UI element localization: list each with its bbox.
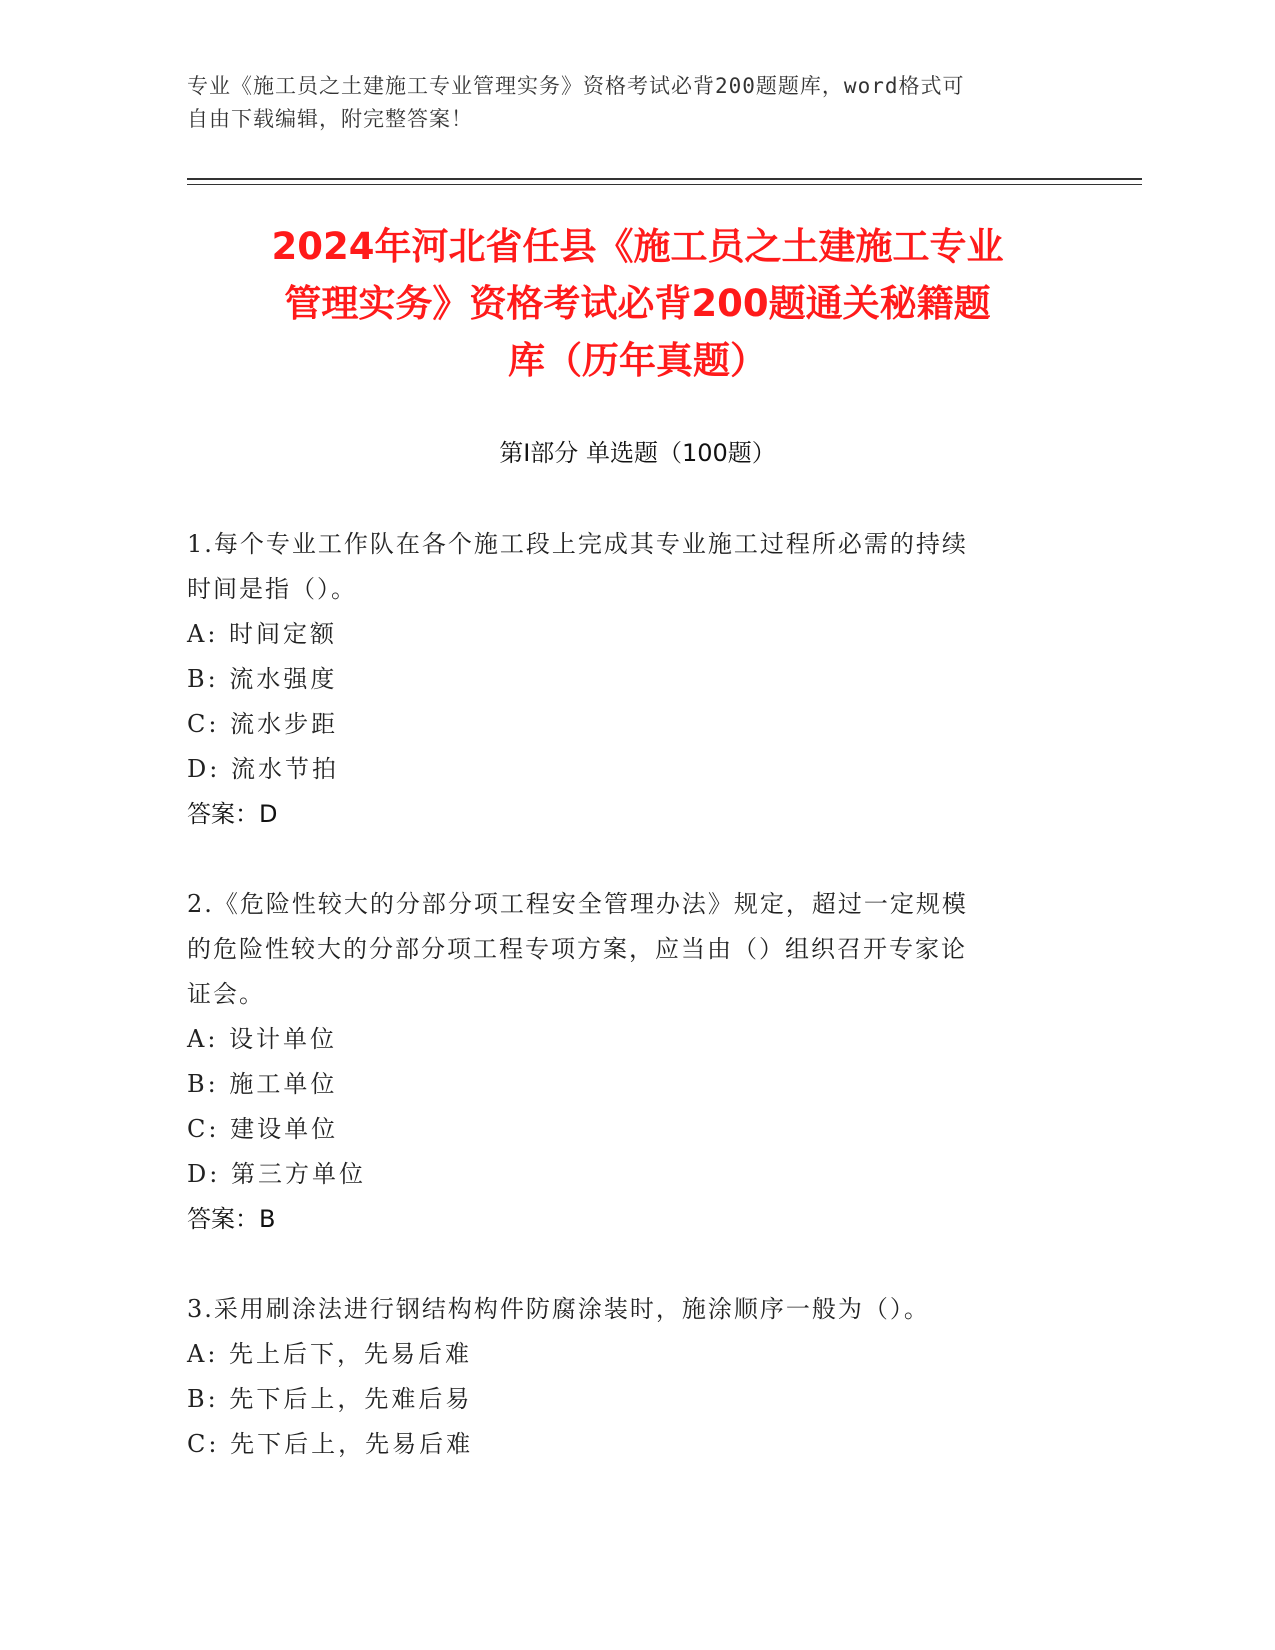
option-c: C: 建设单位 [187, 1115, 339, 1143]
answer-label: 答案：D [187, 800, 278, 828]
header-divider-thin [187, 184, 1142, 185]
question-stem-line: 2.《危险性较大的分部分项工程安全管理办法》规定，超过一定规模 [187, 890, 968, 918]
header-divider-thick [187, 178, 1142, 180]
answer-label: 答案：B [187, 1205, 276, 1233]
title-line-1: 2024年河北省任县《施工员之土建施工专业 [271, 225, 1004, 268]
question-stem-line: 的危险性较大的分部分项工程专项方案，应当由（）组织召开专家论 [187, 935, 967, 963]
section-heading: 第Ⅰ部分 单选题（100题） [499, 439, 776, 467]
option-b: B: 先下后上，先难后易 [187, 1385, 473, 1413]
question-stem-line: 证会。 [187, 980, 265, 1008]
option-b: B: 流水强度 [187, 665, 338, 693]
option-c: C: 先下后上，先易后难 [187, 1430, 474, 1458]
header-note-line-1: 专业《施工员之土建施工专业管理实务》资格考试必背200题题库，word格式可 [187, 74, 965, 98]
option-b: B: 施工单位 [187, 1070, 338, 1098]
option-a: A: 先上后下，先易后难 [187, 1340, 473, 1368]
title-line-3: 库（历年真题） [508, 339, 767, 382]
question-list [187, 522, 1087, 1512]
option-a: A: 时间定额 [187, 620, 338, 648]
option-d: D: 流水节拍 [187, 755, 339, 783]
option-d: D: 第三方单位 [187, 1160, 366, 1188]
question-2 [187, 882, 1087, 1242]
question-stem-line: 3.采用刷涂法进行钢结构构件防腐涂装时，施涂顺序一般为（）。 [187, 1295, 930, 1323]
document-title [150, 218, 1125, 389]
option-a: A: 设计单位 [187, 1025, 338, 1053]
question-stem-line: 1.每个专业工作队在各个施工段上完成其专业施工过程所必需的持续 [187, 530, 968, 558]
question-stem-line: 时间是指（）。 [187, 575, 357, 603]
header-note [187, 70, 1087, 136]
question-1 [187, 522, 1087, 837]
option-c: C: 流水步距 [187, 710, 339, 738]
title-line-2: 管理实务》资格考试必背200题通关秘籍题 [284, 282, 991, 325]
header-note-line-2: 自由下载编辑，附完整答案！ [187, 107, 473, 131]
question-3 [187, 1287, 1087, 1467]
